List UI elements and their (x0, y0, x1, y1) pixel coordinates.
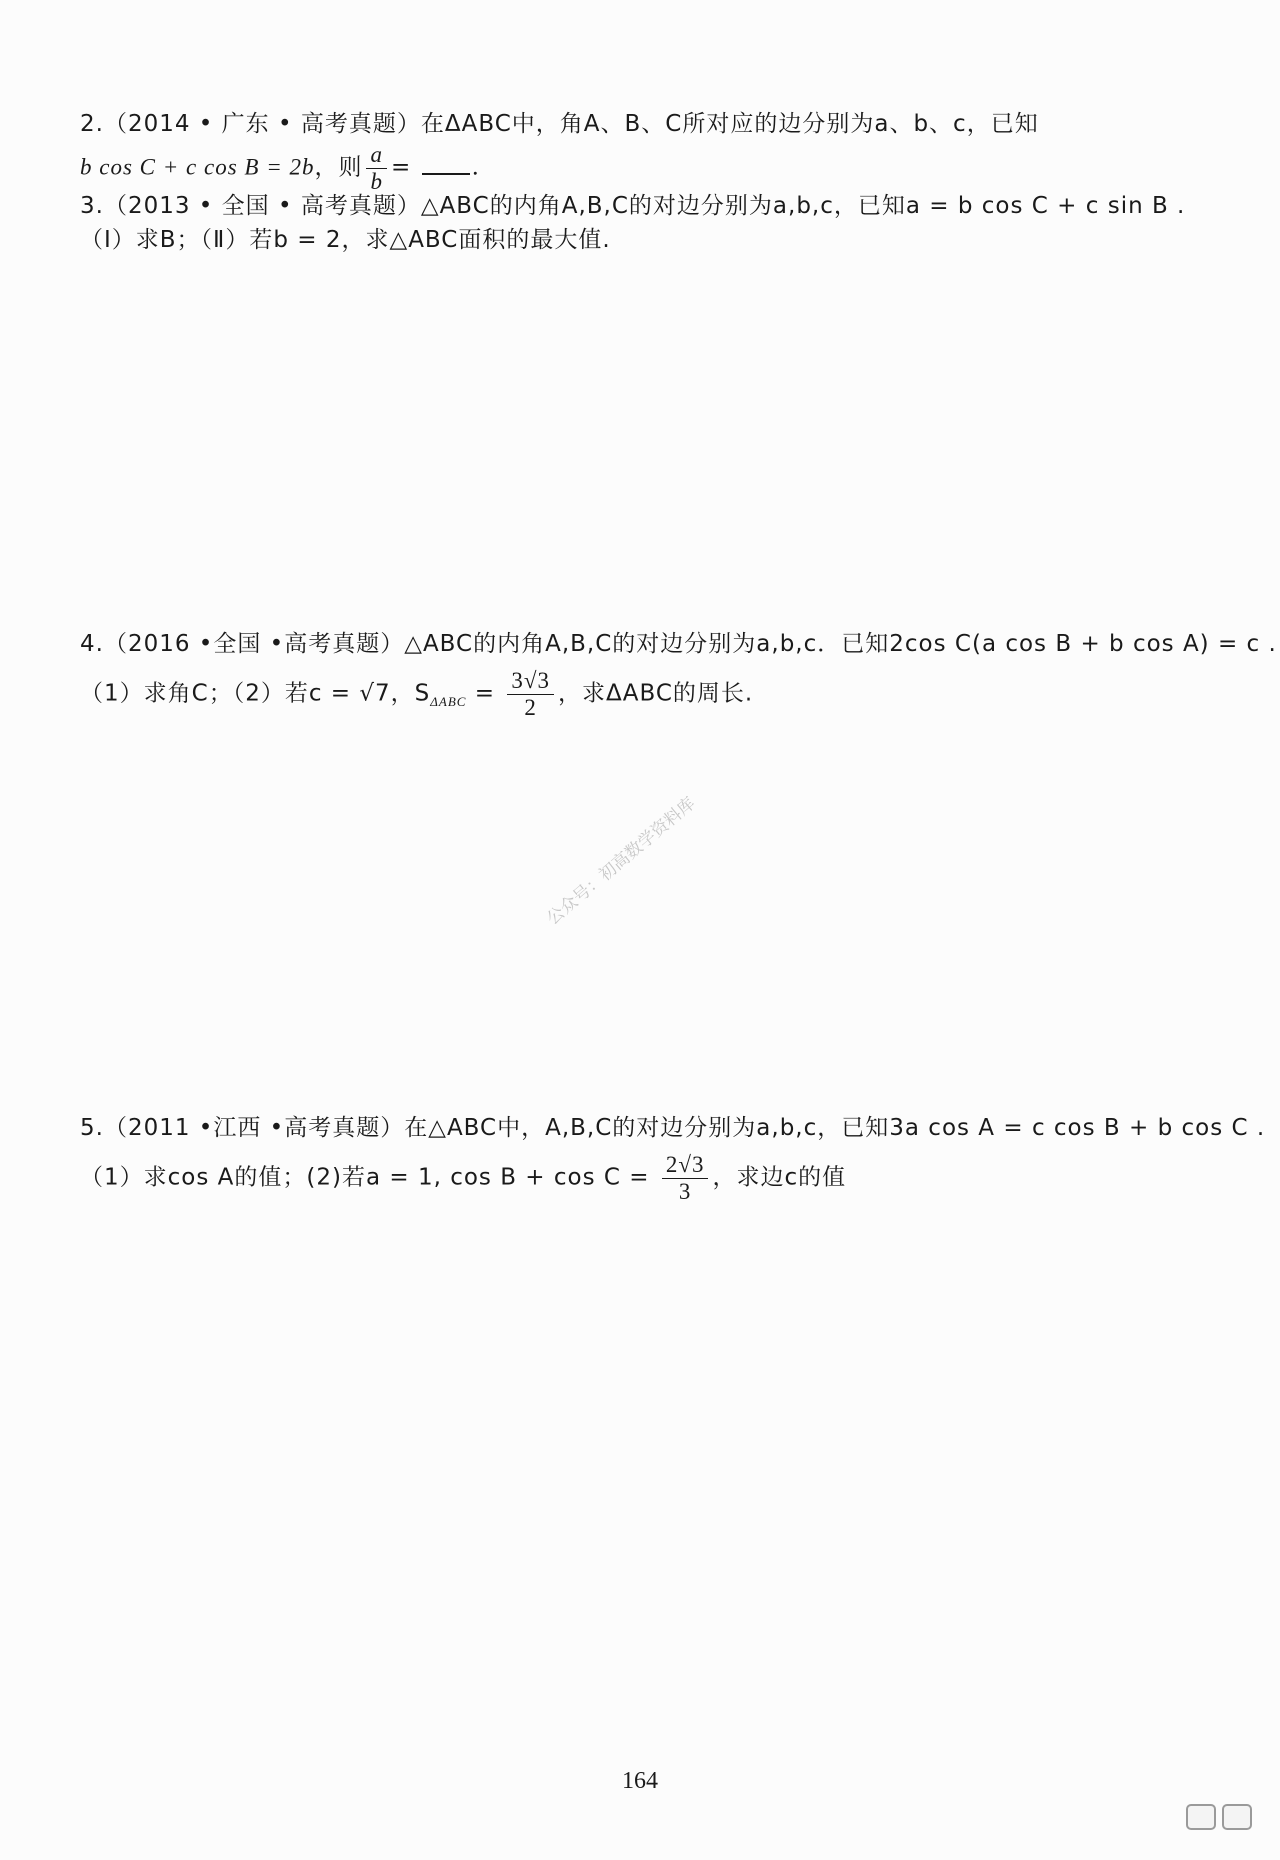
problem-3-stem: △ABC的内角A,B,C的对边分别为a,b,c，已知a = b cos C + c sin B . (420, 193, 1186, 219)
problem-4-equals: = (466, 680, 504, 707)
page-icon[interactable] (1222, 1804, 1252, 1830)
problem-2-line-1 (80, 108, 1039, 140)
problem-2-source: （2014 • 广东 • 高考真题） (103, 111, 421, 137)
problem-3-number: 3. (80, 193, 104, 219)
problem-4-line-1 (80, 628, 1277, 660)
problem-4-source: （2016 •全国 •高考真题） (103, 631, 405, 657)
problem-3-source: （2013 • 全国 • 高考真题） (103, 193, 421, 219)
problem-2-fraction (366, 142, 387, 195)
problem-4-number: 4. (80, 631, 104, 657)
watermark-text: 公众号：初高数学资料库 (543, 793, 700, 930)
problem-5-line-2 (80, 1152, 846, 1205)
problem-2-stem: 在ΔABC中，角A、B、C所对应的边分别为a、b、c，已知 (420, 111, 1039, 137)
problem-5-stem: 在△ABC中，A,B,C的对边分别为a,b,c，已知3a cos A = c cos B + b cos C . (404, 1115, 1266, 1141)
fraction-denominator: 2 (524, 695, 537, 720)
area-subscript: ΔABC (430, 694, 467, 710)
problem-5-line-1 (80, 1112, 1265, 1144)
problem-3-line-2 (80, 224, 611, 256)
corner-toolbar (1186, 1804, 1252, 1830)
fraction-numerator: 2√3 (662, 1152, 709, 1179)
page-number: 164 (622, 1768, 658, 1794)
problem-5-number: 5. (80, 1115, 104, 1141)
page-icon[interactable] (1186, 1804, 1216, 1830)
problem-3-line-1 (80, 190, 1185, 222)
problem-2-period: . (471, 154, 480, 181)
problem-5-parts-a: （1）求cos A的值；(2)若a = 1, cos B + cos C = (80, 1164, 658, 1191)
problem-2-equals: = (390, 154, 420, 181)
problem-2-condition: b cos C + c cos B = 2b (80, 154, 315, 180)
problem-2-number: 2. (80, 111, 104, 137)
fraction-denominator: b (370, 169, 383, 194)
fraction-numerator: a (366, 142, 387, 169)
problem-5-fraction (662, 1152, 709, 1205)
problem-4-parts-b: ，求ΔABC的周长. (557, 680, 754, 707)
problem-5-parts-b: ，求边c的值 (712, 1164, 847, 1191)
fraction-denominator: 3 (678, 1179, 692, 1204)
problem-4-parts-a: （1）求角C；（2）若c = √7，S (80, 680, 431, 707)
problem-5-source: （2011 •江西 •高考真题） (103, 1115, 405, 1141)
answer-blank (422, 169, 470, 175)
problem-4-fraction (507, 668, 554, 721)
problem-4-stem: △ABC的内角A,B,C的对边分别为a,b,c．已知2cos C(a cos B + b cos A) = c . (404, 631, 1277, 657)
fraction-numerator: 3√3 (507, 668, 554, 695)
problem-2-line-2 (80, 142, 480, 195)
problem-3-parts: （Ⅰ）求B；（Ⅱ）若b = 2，求△ABC面积的最大值. (80, 227, 611, 253)
problem-4-line-2 (80, 668, 753, 721)
problem-2-then: ，则 (314, 154, 363, 181)
